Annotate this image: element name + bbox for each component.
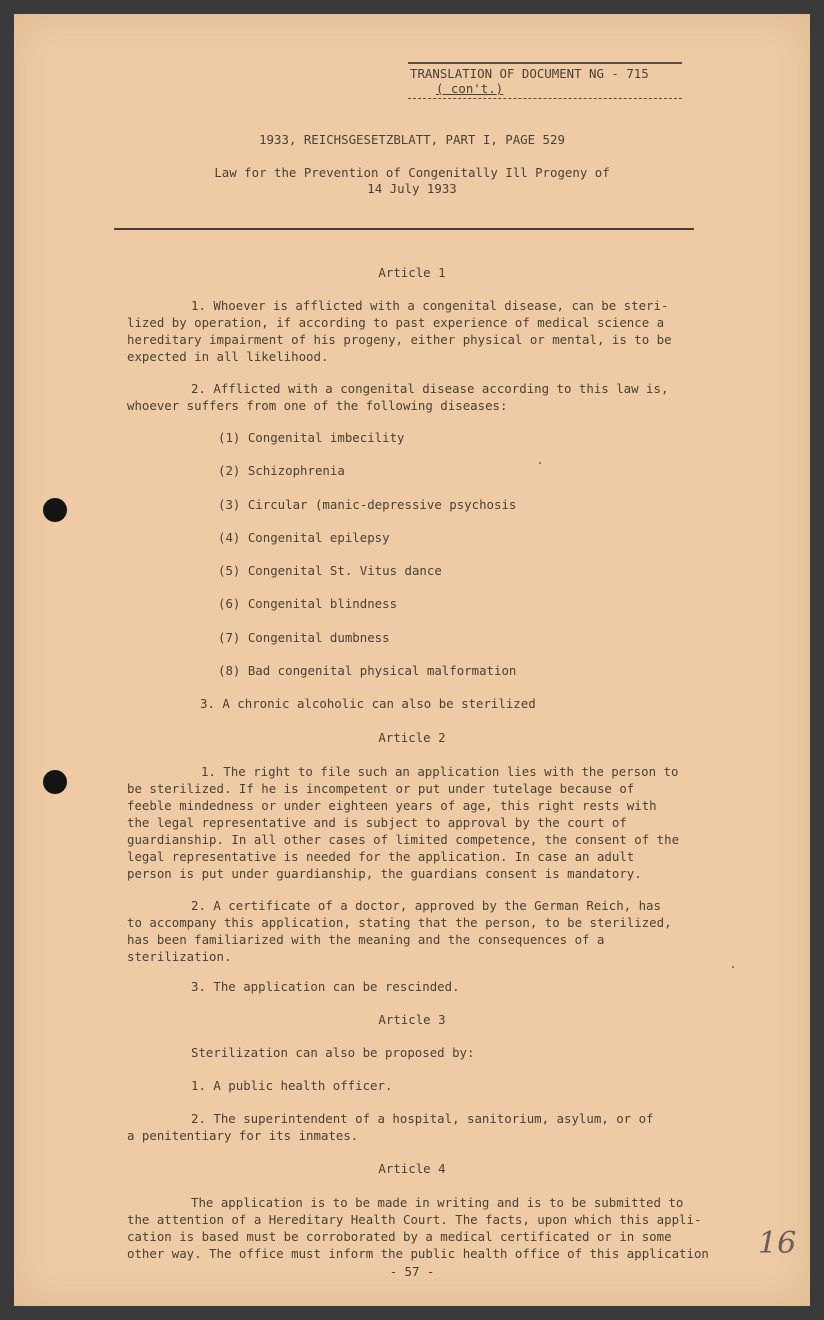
text-line: feeble mindedness or under eighteen years of age, this right rests with	[127, 798, 657, 813]
header-top-rule	[408, 62, 682, 64]
translation-header	[408, 62, 684, 102]
title-divider	[114, 228, 694, 230]
text-line: 1. Whoever is afflicted with a congenital disease, can be steri-	[191, 298, 669, 313]
article-3-item-1: 1. A public health officer.	[191, 1078, 393, 1093]
text-line: a penitentiary for its inmates.	[127, 1128, 359, 1143]
text-line: hereditary impairment of his progeny, either physical or mental, is to be	[127, 332, 672, 347]
text-line: sterilization.	[127, 949, 232, 964]
list-item: (1) Congenital imbecility	[218, 430, 405, 445]
list-item: (3) Circular (manic-depressive psychosis	[218, 497, 517, 512]
article-4-heading: Article 4	[378, 1161, 446, 1176]
text-line: whoever suffers from one of the following diseases:	[127, 398, 508, 413]
article-1-heading: Article 1	[378, 265, 446, 280]
paper-speck	[732, 966, 734, 968]
text-line: has been familiarized with the meaning and the consequences of a	[127, 932, 605, 947]
text-line: legal representative is needed for the application. In case an adult	[127, 849, 635, 864]
text-line: to accompany this application, stating that the person, to be sterilized,	[127, 915, 672, 930]
text-line: 2. A certificate of a doctor, approved by the German Reich, has	[191, 898, 661, 913]
text-line: be sterilized. If he is incompetent or put under tutelage because of	[127, 781, 635, 796]
list-item: (2) Schizophrenia	[218, 463, 345, 478]
text-line: the attention of a Hereditary Health Court. The facts, upon which this appli-	[127, 1212, 702, 1227]
article-3-intro: Sterilization can also be proposed by:	[191, 1045, 475, 1060]
handwritten-page-mark: 16	[758, 1226, 797, 1261]
list-item: (7) Congenital dumbness	[218, 630, 390, 645]
article-2-paragraph-3: 3. The application can be rescinded.	[191, 979, 460, 994]
continued-label: ( con't.)	[436, 81, 504, 96]
article-1-paragraph-3: 3. A chronic alcoholic can also be sterilized	[200, 696, 536, 711]
list-item: (5) Congenital St. Vitus dance	[218, 563, 442, 578]
punch-hole-lower	[43, 770, 67, 794]
text-line: expected in all likelihood.	[127, 349, 329, 364]
document-page	[14, 14, 810, 1306]
punch-hole-upper	[43, 498, 67, 522]
text-line: 2. The superintendent of a hospital, sanitorium, asylum, or of	[191, 1111, 654, 1126]
translation-label: TRANSLATION OF DOCUMENT NG - 715	[410, 66, 649, 81]
law-title-line2: 14 July 1933	[367, 181, 457, 196]
article-3-heading: Article 3	[378, 1012, 446, 1027]
text-line: lized by operation, if according to past experience of medical science a	[127, 315, 665, 330]
text-line: 2. Afflicted with a congenital disease according to this law is,	[191, 381, 669, 396]
page-number: - 57 -	[389, 1264, 435, 1279]
text-line: cation is based must be corroborated by a medical certificated or in some	[127, 1229, 672, 1244]
text-line: The application is to be made in writing and is to be submitted to	[191, 1195, 684, 1210]
law-title-line1: Law for the Prevention of Congenitally Ill Progeny of	[214, 165, 610, 180]
text-line: the legal representative and is subject to approval by the court of	[127, 815, 627, 830]
article-2-heading: Article 2	[378, 730, 446, 745]
header-bottom-rule	[408, 98, 682, 99]
paper-speck	[539, 462, 541, 464]
list-item: (8) Bad congenital physical malformation	[218, 663, 517, 678]
text-line: other way. The office must inform the public health office of this application	[127, 1246, 709, 1261]
source-citation: 1933, REICHSGESETZBLATT, PART I, PAGE 529	[259, 132, 565, 147]
list-item: (4) Congenital epilepsy	[218, 530, 390, 545]
text-line: person is put under guardianship, the guardians consent is mandatory.	[127, 866, 642, 881]
text-line: guardianship. In all other cases of limited competence, the consent of the	[127, 832, 680, 847]
list-item: (6) Congenital blindness	[218, 596, 398, 611]
text-line: 1. The right to file such an application lies with the person to	[201, 764, 679, 779]
